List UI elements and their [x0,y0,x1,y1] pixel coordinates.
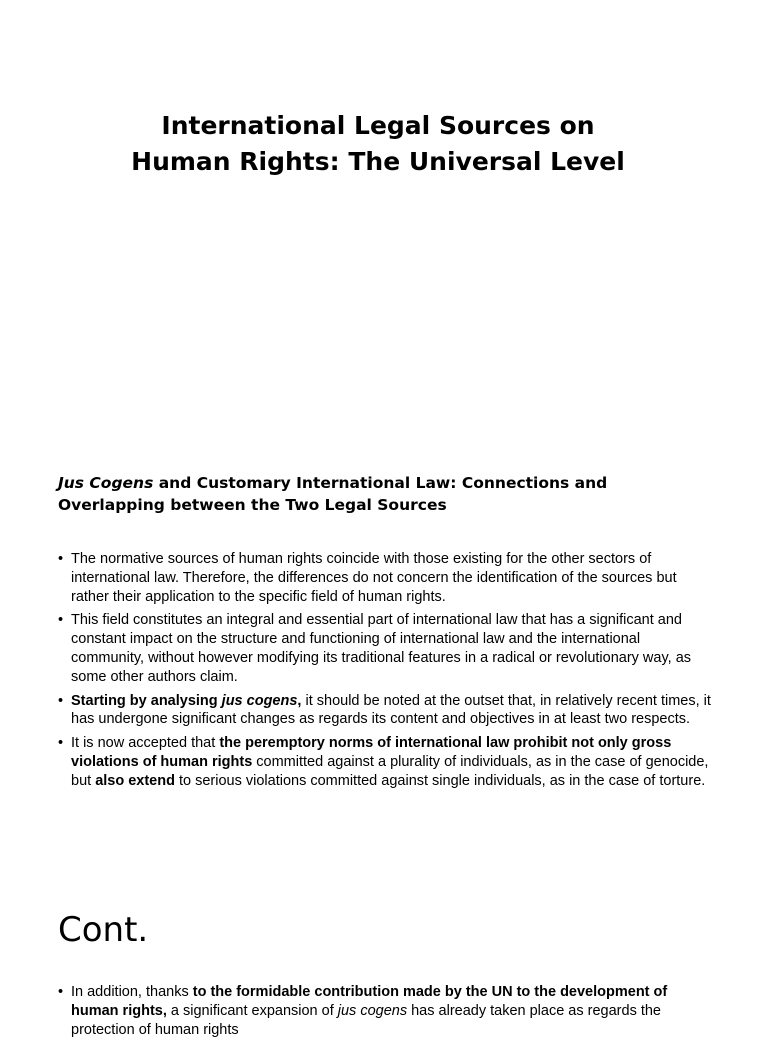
bullet-text: The normative sources of human rights coincide with those existing for the other sectors of international law. Therefore, the differences do not concern the identification of the sources but rather their application to the specific field of human rights. [71,551,677,605]
bullet-bold-text: Starting by analysing [71,692,222,709]
section-heading-rest: and Customary International Law: Connections and Overlapping between the Two Legal Sources [58,474,608,514]
list-item [58,983,713,1039]
bullet-list [58,550,713,796]
list-item [58,550,713,606]
bullet-list-cont [58,983,713,1044]
list-item [58,611,713,686]
bullet-bold-text: , [297,692,302,709]
cont-title: Cont. [58,910,149,950]
bullet-text: committed against a plurality of individuals, as in the case of genocide, but [71,753,709,789]
section-heading [58,472,718,516]
bullet-text: to serious violations committed against single individuals, as in the case of torture. [174,772,706,789]
bullet-text: It is now accepted that [71,735,220,752]
bullet-bold-text: to the formidable contribution made by the UN to the development of human rights, [71,984,668,1019]
bullet-text: This field constitutes an integral and essential part of international law that has a significant and constant impact on the structure and functioning of international law and the international community, without however modifying its traditional features in a radical or revolutionary way, as some other authors claim. [71,612,692,685]
bullet-text: a significant expansion of [166,1002,338,1019]
bullet-text: In addition, thanks [71,984,193,1000]
title-line-2: Human Rights: The Universal Level [131,147,625,176]
section-heading-italic: Jus Cogens [58,474,154,492]
list-item [58,734,713,790]
bullet-text: has already taken place as regards the protection of human rights [71,1002,661,1038]
page-title [0,108,756,180]
bullet-italic-text: jus cogens [337,1002,408,1019]
title-line-1: International Legal Sources on [161,111,595,140]
bullet-bold-italic-text: jus cogens [221,692,298,709]
bullet-bold-text: the peremptory norms of international law prohibit not only gross violations of human rights [71,735,672,770]
bullet-text: it should be noted at the outset that, in relatively recent times, it has undergone significant changes as regards its content and objectives in at least two respects. [71,692,711,728]
bullet-bold-text: also extend [95,772,175,789]
list-item [58,692,713,730]
